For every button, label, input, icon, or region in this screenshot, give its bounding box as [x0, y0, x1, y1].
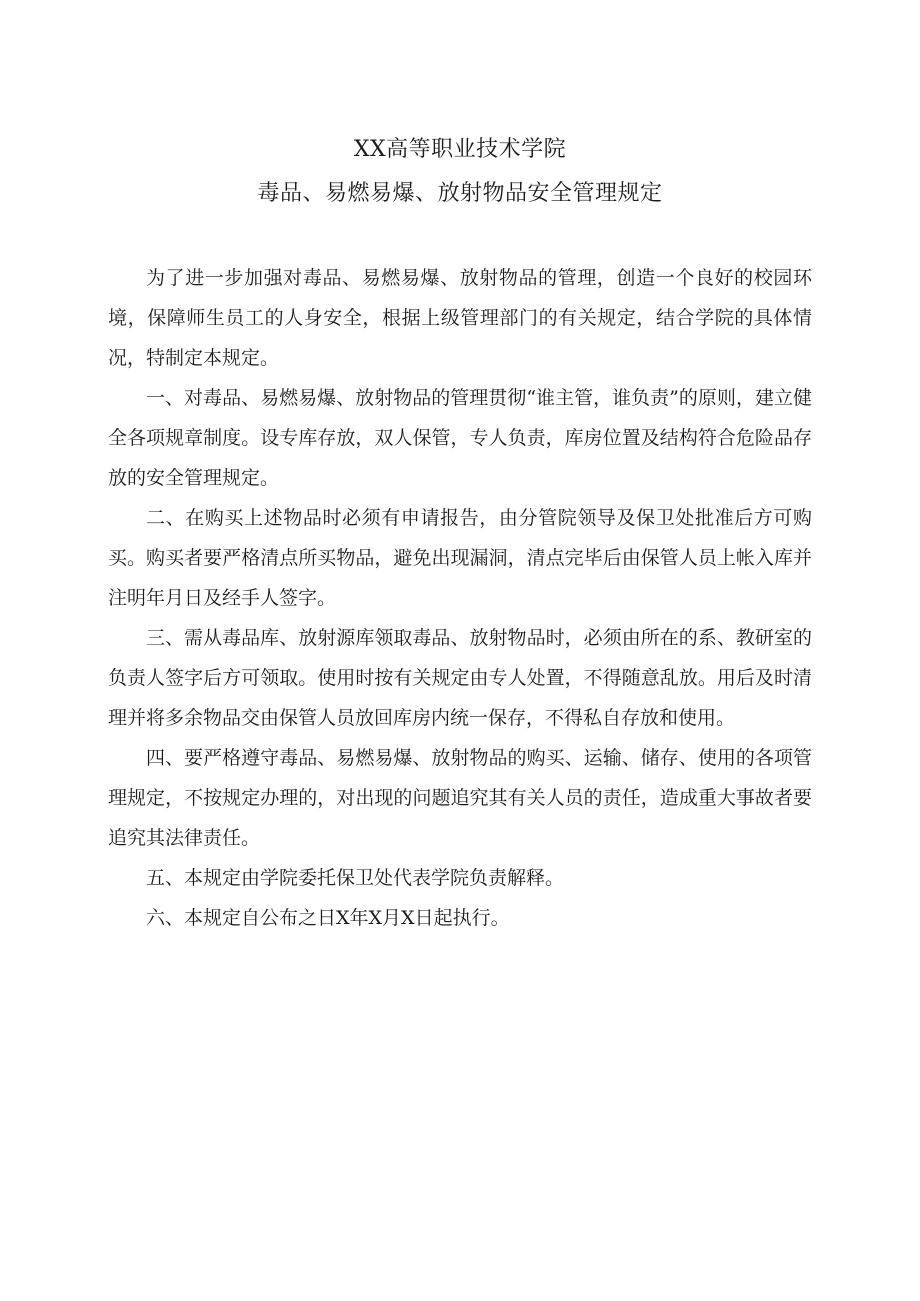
- document-title: [0, 128, 920, 216]
- clause-1: 一、对毒品、易燃易爆、放射物品的管理贯彻“谁主管，谁负责”的原则，建立健全各项规章制度。设专库存放，双人保管，专人负责，库房位置及结构符合危险品存放的安全管理规定。: [108, 387, 812, 489]
- clause-3: 三、需从毒品库、放射源库领取毒品、放射物品时，必须由所在的系、教研室的负责人签字后方可领取。使用时按有关规定由专人处置，不得随意乱放。用后及时清理并将多余物品交由保管人员放回库房内统一保存，不得私自存放和使用。: [108, 627, 812, 729]
- clause-4: 四、要严格遵守毒品、易燃易爆、放射物品的购买、运输、储存、使用的各项管理规定，不按规定办理的，对出现的问题追究其有关人员的责任，造成重大事故者要追究其法律责任。: [108, 747, 812, 849]
- clause-6: 六、本规定自公布之日X年X月X日起执行。: [146, 907, 510, 929]
- institution-title: XX高等职业技术学院: [353, 137, 567, 162]
- document-body: [108, 258, 812, 938]
- clause-5: 五、本规定由学院委托保卫处代表学院负责解释。: [146, 867, 565, 889]
- clause-2: 二、在购买上述物品时必须有申请报告，由分管院领导及保卫处批准后方可购买。购买者要严格清点所买物品，避免出现漏洞，清点完毕后由保管人员上帐入库并注明年月日及经手人签字。: [108, 507, 812, 609]
- regulation-title: 毒品、易燃易爆、放射物品安全管理规定: [257, 181, 663, 206]
- intro-paragraph: 为了进一步加强对毒品、易燃易爆、放射物品的管理，创造一个良好的校园环境，保障师生员工的人身安全，根据上级管理部门的有关规定，结合学院的具体情况，特制定本规定。: [108, 267, 812, 369]
